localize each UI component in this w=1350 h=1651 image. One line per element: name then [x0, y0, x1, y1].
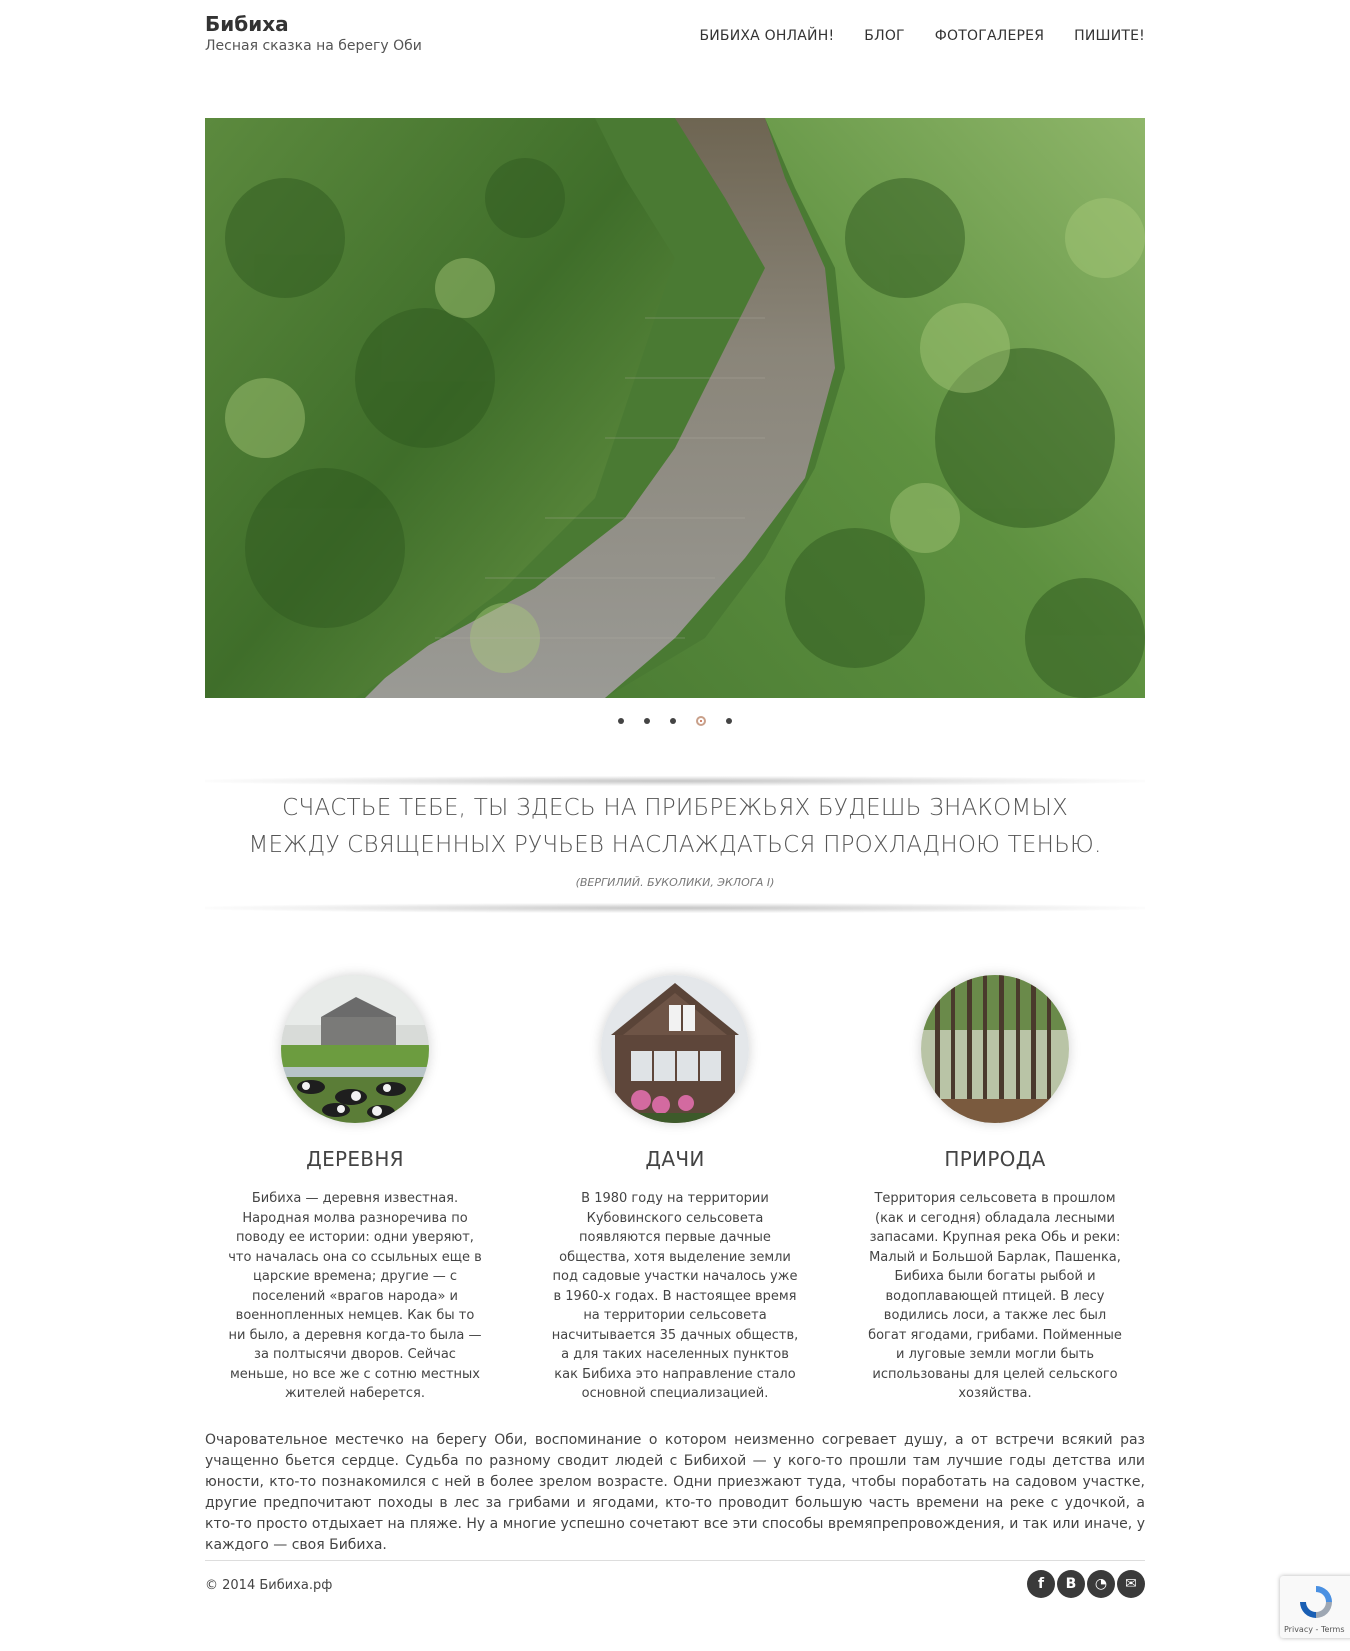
- nature-image[interactable]: [921, 975, 1069, 1123]
- vkontakte-icon[interactable]: В: [1057, 1570, 1085, 1598]
- slider-dot-1[interactable]: [618, 718, 624, 724]
- quote-source: (ВЕРГИЛИЙ. БУКОЛИКИ, ЭКЛОГА I): [575, 876, 775, 889]
- nav-item-photogallery[interactable]: ФОТОГАЛЕРЕЯ: [934, 28, 1045, 44]
- site-description: Лесная сказка на берегу Оби: [205, 38, 422, 54]
- rss-icon[interactable]: ◔: [1087, 1570, 1115, 1598]
- feature-dachas-text: В 1980 году на территории Кубовинского сельсовета появляются первые дачные общества, хотя выделение земли под садовые участки началось уже в 1960-х годах. В настоящее время на территории сельсовета насчитывается 35 дачных обществ, а для таких населенных пунктов как Бибиха это направление стало основной специализацией.: [551, 1191, 799, 1401]
- nav-item-write[interactable]: ПИШИТЕ!: [1074, 28, 1145, 44]
- quote-line-1: СЧАСТЬЕ ТЕБЕ, ТЫ ЗДЕСЬ НА ПРИБРЕЖЬЯХ БУДЕШЬ ЗНАКОМЫХ: [282, 795, 1068, 821]
- email-subscribe-icon[interactable]: ✉: [1117, 1570, 1145, 1598]
- footer-divider: [205, 1560, 1145, 1561]
- slider-dot-5[interactable]: [726, 718, 732, 724]
- feature-village-text: Бибиха — деревня известная. Народная молва разноречива по поводу ее истории: одни уверяют, что началась она со ссыльных еще в царские времена; другие — с поселений «врагов народа» и военнопленных немцев. Как бы то ни было, а деревня когда-то была — за полтысячи дворов. Сейчас меньше, но все же с сотню местных жителей наберется.: [228, 1191, 482, 1401]
- main-nav: [700, 28, 1145, 44]
- feature-dachas-title[interactable]: ДАЧИ: [645, 1147, 705, 1171]
- feature-nature-text: Территория сельсовета в прошлом (как и сегодня) обладала лесными запасами. Крупная река Обь и реки: Малый и Большой Барлак, Пашенка, Бибиха были богаты рыбой и водоплавающей птицей. В лесу водились лоси, а также лес был богат ягодами, грибами. Пойменные и луговые земли могли быть использованы для целей сельского хозяйства.: [868, 1191, 1122, 1401]
- quote-divider-top: [205, 776, 1145, 786]
- slider-pagination: [0, 714, 1350, 726]
- village-image[interactable]: [281, 975, 429, 1123]
- intro-paragraph: Очаровательное местечко на берегу Оби, воспоминание о котором неизменно согревает душу, а от встречи всякий раз учащенно бьется сердце. Судьба по разному сводит людей с Бибихой — у кого-то прошли там лучшие годы детства или юности, кто-то познакомился с ней в более зрелом возрасте. Одни приезжают туда, чтобы поработать на садовом участке, другие предпочитают походы в лес за грибами и ягодами, кто-то проводит большую часть времени на реке с удочкой, а кто-то просто отдыхает на пляже. Ну а многие успешно сочетают все эти способы времяпрепровождения, и так или иначе, у каждого — своя Бибиха.: [205, 1432, 1145, 1553]
- feature-village-title[interactable]: ДЕРЕВНЯ: [306, 1147, 404, 1171]
- nav-item-bibikha-online[interactable]: БИБИХА ОНЛАЙН!: [699, 28, 835, 44]
- slider-dot-3[interactable]: [670, 718, 676, 724]
- recaptcha-badge[interactable]: [1280, 1576, 1350, 1638]
- feature-nature-title[interactable]: ПРИРОДА: [944, 1147, 1046, 1171]
- recaptcha-label[interactable]: Privacy - Terms: [1284, 1625, 1345, 1634]
- quote-text: [205, 790, 1145, 864]
- feature-nature: [835, 975, 1155, 1404]
- quote-divider-bottom: [205, 903, 1145, 913]
- recaptcha-icon: [1296, 1582, 1336, 1622]
- slider-dot-2[interactable]: [644, 718, 650, 724]
- dachas-image[interactable]: [601, 975, 749, 1123]
- site-title[interactable]: Бибиха: [205, 12, 289, 36]
- quote-line-2: МЕЖДУ СВЯЩЕННЫХ РУЧЬЕВ НАСЛАЖДАТЬСЯ ПРОХЛАДНОЮ ТЕНЬЮ.: [248, 832, 1102, 858]
- copyright: © 2014 Бибиха.рф: [205, 1578, 333, 1593]
- social-links: [1027, 1570, 1145, 1598]
- feature-dachas: [515, 975, 835, 1404]
- hero-slider-image[interactable]: [205, 118, 1145, 698]
- facebook-icon[interactable]: f: [1027, 1570, 1055, 1598]
- nav-item-blog[interactable]: БЛОГ: [864, 28, 905, 44]
- feature-village: [195, 975, 515, 1404]
- slider-dot-4-active[interactable]: [696, 716, 706, 726]
